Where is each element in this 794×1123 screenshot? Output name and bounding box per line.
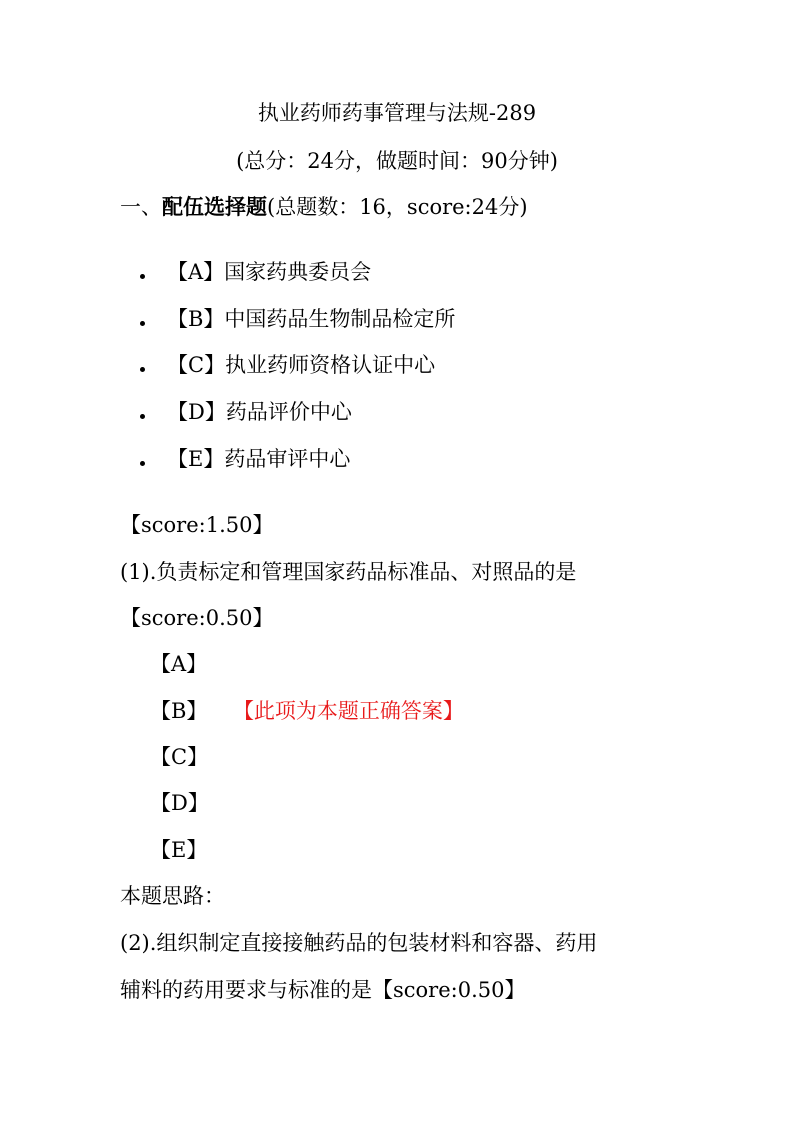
bullet-icon: [140, 367, 145, 372]
option-b-row: [150, 696, 464, 726]
choice-text: 【D】药品评价中心: [167, 400, 352, 424]
option-d: 【D】: [150, 791, 209, 815]
choice-item: [140, 257, 371, 287]
exam-title: 执业药师药事管理与法规-289: [257, 101, 537, 125]
question-2-line-1: (2).组织制定直接接触药品的包装材料和容器、药用: [120, 931, 598, 955]
choice-item: [140, 304, 455, 334]
section-name: 配伍选择题: [162, 194, 267, 219]
choice-item: [140, 350, 435, 380]
bullet-icon: [140, 274, 145, 279]
choice-text: 【B】中国药品生物制品检定所: [167, 307, 456, 331]
question-1-score: 【score:0.50】: [120, 606, 274, 630]
group-score: 【score:1.50】: [120, 513, 274, 537]
bullet-icon: [140, 321, 145, 326]
choice-text: 【A】国家药典委员会: [167, 260, 372, 284]
option-b: 【B】: [150, 699, 208, 723]
choice-item: [140, 397, 352, 427]
question-2-line-2: 辅料的药用要求与标准的是【score:0.50】: [120, 978, 526, 1002]
question-1-text: (1).负责标定和管理国家药品标准品、对照品的是: [120, 560, 577, 584]
option-a: 【A】: [150, 652, 208, 676]
correct-answer-note: 【此项为本题正确答案】: [243, 699, 464, 723]
bullet-icon: [140, 414, 145, 419]
option-c: 【C】: [150, 745, 209, 769]
bullet-icon: [140, 461, 145, 466]
analysis-label: 本题思路：: [120, 884, 225, 908]
section-info: (总题数：16，score:24分): [267, 195, 528, 219]
exam-subtitle: (总分：24分，做题时间：90分钟): [236, 149, 558, 173]
section-heading: [120, 192, 528, 222]
choice-item: [140, 444, 350, 474]
section-prefix: 一、: [120, 195, 162, 219]
choice-text: 【E】药品审评中心: [167, 447, 351, 471]
option-e: 【E】: [150, 838, 208, 862]
choice-text: 【C】执业药师资格认证中心: [167, 353, 436, 377]
